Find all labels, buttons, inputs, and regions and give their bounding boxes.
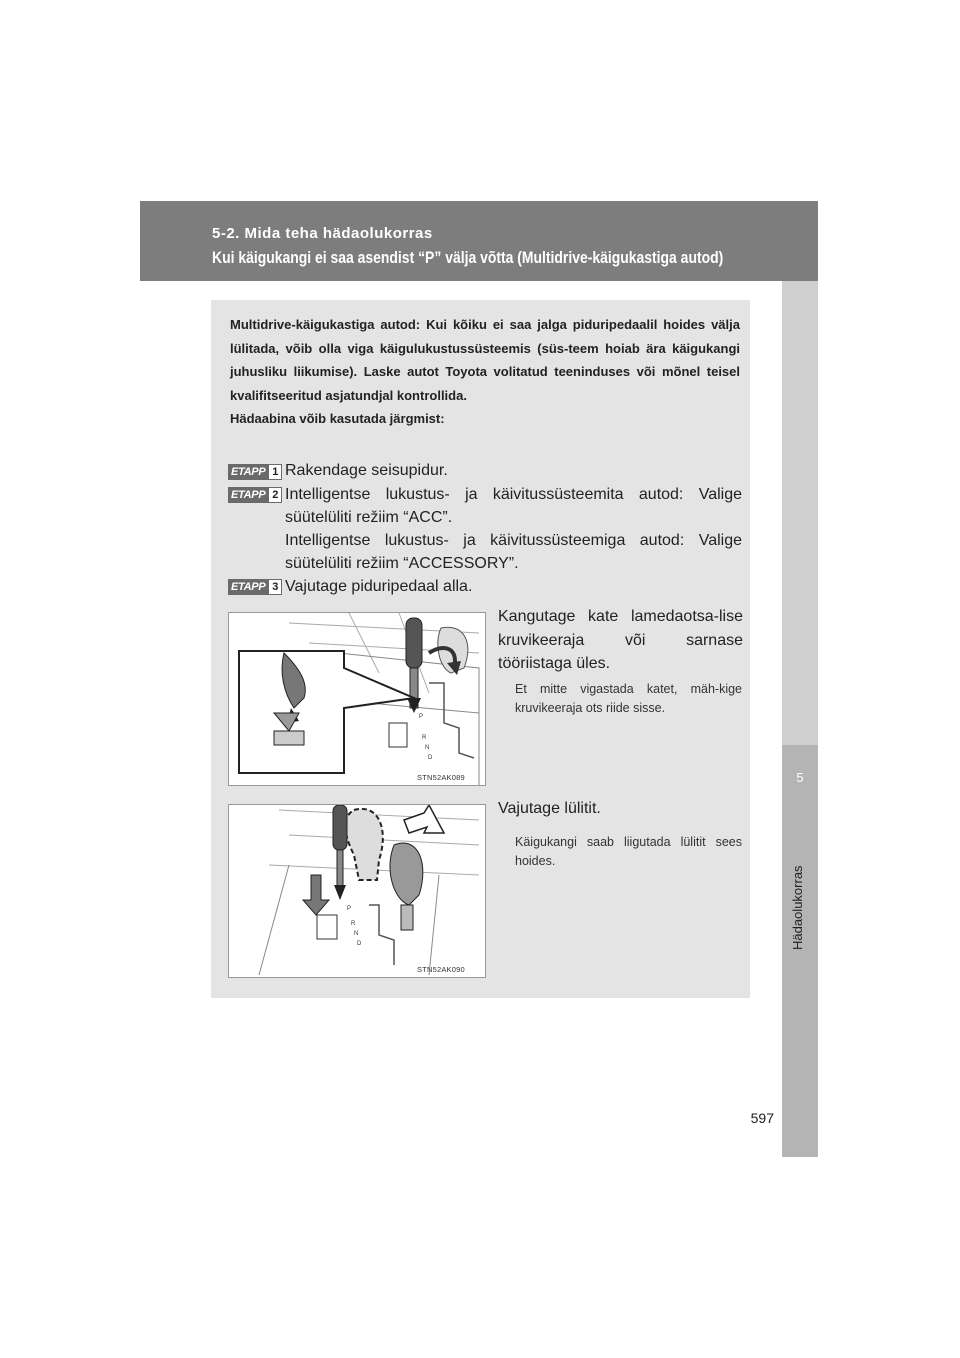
step-2-instruction-b: Intelligentse lukustus- ja käivitussüsteemiga autod: Valige süütelüliti režiim “ACCESSORY”. [285, 532, 742, 572]
step-5-note: Käigukangi saab liigutada lülitit sees hoides. [515, 835, 742, 868]
intro-text [230, 313, 740, 431]
section-title: 5-2. Mida teha hädaolukorras [212, 225, 433, 242]
step-badge-3 [228, 579, 282, 595]
gear-label-n: N [425, 745, 430, 751]
gear-label-d: D [357, 941, 362, 947]
figure-code-5: STN52AK090 [417, 965, 465, 974]
gear-label-n: N [354, 931, 359, 937]
step-badge-1 [228, 464, 282, 480]
step-3-text [285, 575, 745, 598]
screwdriver-pry-illustration [229, 613, 485, 785]
chapter-tab-active[interactable] [782, 745, 818, 1157]
button-press-illustration [229, 805, 485, 977]
gear-label-p: P [419, 714, 424, 720]
step-4-note: Et mitte vigastada katet, mäh-kige kruvikeeraja ots riide sisse. [515, 682, 742, 715]
step-number: 3 [268, 579, 282, 595]
step-3-instruction: Vajutage piduripedaal alla. [285, 578, 473, 595]
chapter-number: 5 [796, 770, 804, 785]
step-4-text [498, 605, 743, 676]
figure-step-5 [228, 804, 486, 978]
intro-paragraph: Multidrive-käigukastiga autod: Kui kõiku ei saa jalga piduripedaalil hoides välja lülitada, võib olla viga käigulukustussüsteemis (süs-teem hoiab ära käigukangi juhusliku liikumise). Laske autot Toyota volitatud teeninduses või mõnel teisel kvalifitseeritud asjatundjal kontrollida. [230, 317, 740, 403]
gear-label-p: P [347, 906, 352, 912]
step-4-instruction: Kangutage kate lamedaotsa-lise kruvikeeraja või sarnase tööriistaga üles. [498, 608, 743, 672]
step-prefix: ETAPP [228, 464, 268, 480]
step-number: 1 [268, 464, 282, 480]
step-2-text [285, 483, 742, 575]
figure-code-4: STN52AK089 [417, 773, 465, 782]
step-1-instruction: Rakendage seisupidur. [285, 462, 448, 479]
step-number: 2 [268, 487, 282, 503]
step-2-instruction-a: Intelligentse lukustus- ja käivitussüsteemita autod: Valige süütelüliti režiim “ACC”. [285, 486, 742, 526]
step-prefix: ETAPP [228, 579, 268, 595]
gear-label-r: R [351, 921, 356, 927]
chapter-label: Hädaolukorras [790, 865, 805, 950]
step-5-instruction: Vajutage lülitit. [498, 800, 601, 817]
page-number: 597 [750, 1110, 774, 1126]
step-1-text [285, 459, 745, 482]
section-header [140, 201, 818, 281]
page-title: Kui käigukangi ei saa asendist “P” välja võtta (Multidrive-käigukastiga autod) [212, 248, 724, 267]
step-badge-2 [228, 487, 282, 503]
figure-step-4 [228, 612, 486, 786]
gear-label-r: R [422, 735, 427, 741]
step-5-text [498, 797, 743, 820]
step-prefix: ETAPP [228, 487, 268, 503]
gear-label-d: D [428, 755, 433, 761]
intro-lead: Hädaabina võib kasutada järgmist: [230, 411, 445, 426]
